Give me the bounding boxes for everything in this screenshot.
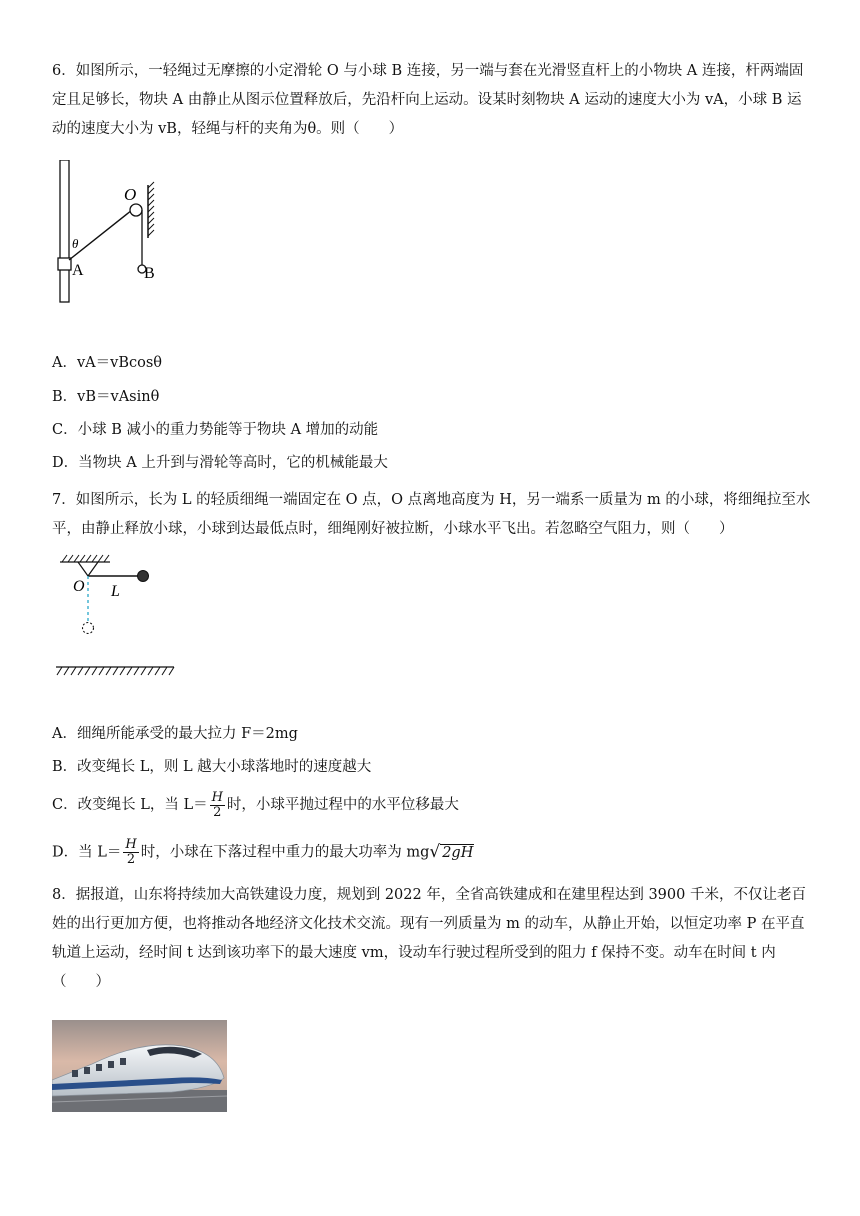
- fraction-denominator: 2: [213, 804, 222, 820]
- label-a: A: [72, 262, 84, 279]
- sqrt-radicand: 2gH: [442, 845, 474, 861]
- label-b: B: [144, 265, 155, 282]
- q7-option-d-prefix: D．当 L＝: [52, 844, 122, 861]
- q7-option-c-prefix: C．改变绳长 L，当 L＝: [52, 797, 208, 813]
- sqrt-expression: √ 2gH: [429, 842, 474, 862]
- q7-option-c-suffix: 时，小球平抛过程中的水平位移最大: [226, 797, 459, 813]
- label-o: O: [124, 185, 137, 204]
- vertical-rod: [60, 160, 69, 302]
- fraction-numerator: H: [125, 837, 137, 852]
- label-o: O: [73, 578, 85, 595]
- label-theta: θ: [72, 236, 79, 251]
- fraction-h-over-2: [123, 838, 138, 867]
- q7-option-a: A．细绳所能承受的最大拉力 F＝2mg: [52, 726, 298, 742]
- dashed-ball: [83, 623, 94, 634]
- q6-option-b: B．vB＝vAsinθ: [52, 389, 160, 405]
- question-7-text: 7．如图所示，长为 L 的轻质细绳一端固定在 O 点，O 点离地高度为 H，另一端系一质量为 m 的小球，将细绳拉至水平，由静止释放小球，小球到达最低点时，细绳刚好被拉断，小球水平飞出。若忽略空气阻力，则（ ）: [52, 492, 811, 537]
- rope-a-to-pulley: [69, 210, 132, 260]
- question-6-text: 6．如图所示，一轻绳过无摩擦的小定滑轮 O 与小球 B 连接，另一端与套在光滑竖直杆上的小物块 A 连接，杆两端固定且足够长，物块 A 由静止从图示位置释放后，先沿杆向上运动。设某时刻物块 A 运动的速度大小为 vA，小球 B 运动的速度大小为 vB，轻绳与杆的夹角为θ。则（ ）: [52, 63, 804, 137]
- pulley-o: [130, 204, 142, 216]
- q7-option-c: [52, 788, 459, 822]
- q6-option-a: A．vA＝vBcosθ: [52, 355, 163, 371]
- high-speed-train-image: [52, 1020, 227, 1112]
- q7-option-b: B．改变绳长 L，则 L 越大小球落地时的速度越大: [52, 759, 372, 775]
- fraction-h-over-2: [210, 791, 225, 820]
- question-8-text: 8．据报道，山东将持续加大高铁建设力度，规划到 2022 年，全省高铁建成和在建里程达到 3900 千米，不仅让老百姓的出行更加方便，也将推动各地经济文化技术交流。现有一列质量为 m 的动车，从静止开始，以恒定功率 P 在平直轨道上运动，经时间 t 达到该功率下的最大速度 vm，设动车行驶过程所受到的阻力 f 保持不变。动车在时间 t 内（ ）: [52, 887, 806, 990]
- q6-option-c: C．小球 B 减小的重力势能等于物块 A 增加的动能: [52, 422, 379, 438]
- question-6-figure: [52, 160, 172, 305]
- fraction-numerator: H: [211, 789, 223, 805]
- label-l: L: [111, 583, 120, 600]
- q7-option-d-suffix: 时，小球在下落过程中重力的最大功率为 mg: [140, 844, 430, 861]
- q7-option-d: [52, 835, 474, 870]
- ball: [138, 571, 149, 582]
- q6-option-d: D．当物块 A 上升到与滑轮等高时，它的机械能最大: [52, 455, 388, 471]
- question-7-figure: [52, 552, 182, 678]
- fraction-denominator: 2: [126, 852, 136, 867]
